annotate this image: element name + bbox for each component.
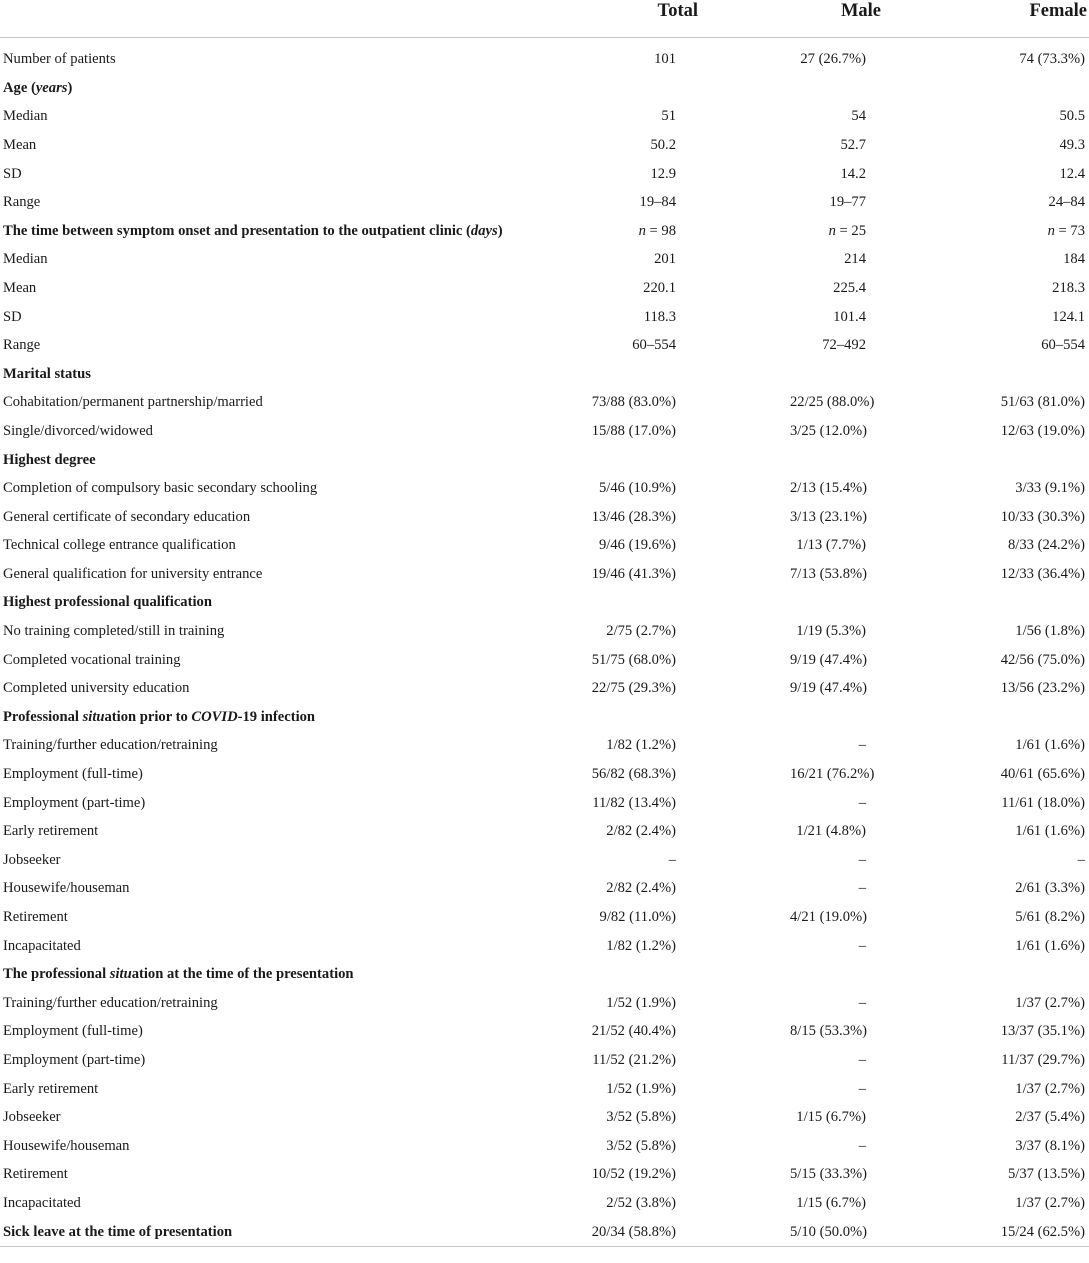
cell-total: 2/82 (2.4%) bbox=[606, 880, 676, 897]
cell-female: 40/61 (65.6%) bbox=[1000, 766, 1085, 783]
row-label: Sick leave at the time of presentation bbox=[0, 1218, 560, 1247]
cell-total: 19–84 bbox=[639, 194, 676, 211]
cell-total: 2/82 (2.4%) bbox=[606, 823, 676, 840]
cell-male bbox=[790, 446, 930, 475]
table-row bbox=[0, 789, 1089, 818]
cell-female: 1/37 (2.7%) bbox=[1015, 994, 1085, 1011]
cell-female: 218.3 bbox=[1052, 279, 1085, 296]
cell-male: 1/13 (7.7%) bbox=[796, 537, 866, 554]
row-label: Retirement bbox=[3, 1166, 68, 1183]
cell-female bbox=[930, 360, 1089, 389]
row-label: Completed vocational training bbox=[3, 651, 181, 668]
cell-male bbox=[790, 589, 930, 618]
cell-male: 2/13 (15.4%) bbox=[790, 480, 868, 497]
cell-total: 101 bbox=[654, 50, 676, 67]
table-section-row bbox=[0, 74, 1089, 103]
cell-female: 1/56 (1.8%) bbox=[1015, 623, 1085, 640]
cell-female: 124.1 bbox=[1052, 308, 1085, 325]
table-row bbox=[0, 903, 1089, 932]
table-row bbox=[0, 474, 1089, 503]
row-label: General certificate of secondary education bbox=[3, 508, 251, 525]
row-label: Marital status bbox=[3, 365, 91, 382]
cell-male bbox=[790, 360, 930, 389]
row-label: Technical college entrance qualification bbox=[3, 537, 236, 554]
cell-total: 60–554 bbox=[632, 337, 676, 354]
cell-male bbox=[790, 74, 930, 103]
table-row bbox=[0, 188, 1089, 217]
cell-male bbox=[790, 703, 930, 732]
cell-male: 9/19 (47.4%) bbox=[790, 651, 868, 668]
cell-male: 4/21 (19.0%) bbox=[790, 909, 868, 926]
header-row bbox=[0, 0, 1089, 38]
cell-male: 72–492 bbox=[822, 337, 866, 354]
cell-total: 5/46 (10.9%) bbox=[598, 480, 676, 497]
table-section-row bbox=[0, 960, 1089, 989]
row-label: Median bbox=[3, 108, 48, 125]
cell-total: 20/34 (58.8%) bbox=[560, 1218, 790, 1247]
cell-male: 1/19 (5.3%) bbox=[796, 623, 866, 640]
table-section-row bbox=[0, 446, 1089, 475]
cell-total: 22/75 (29.3%) bbox=[591, 680, 676, 697]
table-row bbox=[0, 617, 1089, 646]
cell-female bbox=[930, 960, 1089, 989]
cell-male: – bbox=[858, 880, 866, 897]
table-section-row bbox=[0, 1218, 1089, 1247]
cell-total: 11/82 (13.4%) bbox=[592, 794, 676, 811]
cell-female: 10/33 (30.3%) bbox=[1000, 508, 1085, 525]
cell-female: 42/56 (75.0%) bbox=[1000, 651, 1085, 668]
cell-female: 51/63 (81.0%) bbox=[1000, 394, 1085, 411]
table-row bbox=[0, 38, 1089, 75]
row-label: Completed university education bbox=[3, 680, 190, 697]
row-label: Number of patients bbox=[3, 50, 116, 67]
cell-total: 1/82 (1.2%) bbox=[606, 937, 676, 954]
table-row bbox=[0, 532, 1089, 561]
cell-female: 15/24 (62.5%) bbox=[930, 1218, 1089, 1247]
cell-total bbox=[560, 74, 790, 103]
cell-total: 12.9 bbox=[650, 165, 676, 182]
row-label: Professional situation prior to COVID-19 infection bbox=[3, 708, 316, 725]
table-row bbox=[0, 674, 1089, 703]
cell-total: 118.3 bbox=[643, 308, 676, 325]
cell-male: – bbox=[858, 851, 866, 868]
table-row bbox=[0, 932, 1089, 961]
table-row bbox=[0, 846, 1089, 875]
row-label: Retirement bbox=[3, 909, 68, 926]
cell-female: 2/37 (5.4%) bbox=[1015, 1109, 1085, 1126]
cell-total: 50.2 bbox=[650, 136, 676, 153]
table-row bbox=[0, 732, 1089, 761]
cell-female: n = 73 bbox=[1047, 222, 1085, 239]
cell-total: 220.1 bbox=[643, 279, 676, 296]
table-section-row bbox=[0, 703, 1089, 732]
cell-female: 13/56 (23.2%) bbox=[1000, 680, 1085, 697]
cell-female: 8/33 (24.2%) bbox=[1007, 537, 1085, 554]
cell-total bbox=[560, 589, 790, 618]
cell-total: 201 bbox=[654, 251, 676, 268]
table-row bbox=[0, 1075, 1089, 1104]
cell-female: 12/33 (36.4%) bbox=[1000, 565, 1085, 582]
table-row bbox=[0, 560, 1089, 589]
cell-male: 3/25 (12.0%) bbox=[790, 422, 868, 439]
cell-male: 14.2 bbox=[840, 165, 866, 182]
table-row bbox=[0, 131, 1089, 160]
row-label: Range bbox=[3, 337, 41, 354]
cell-male: 16/21 (76.2%) bbox=[790, 766, 875, 783]
cell-male: – bbox=[858, 1080, 866, 1097]
cell-female: 2/61 (3.3%) bbox=[1015, 880, 1085, 897]
cell-female: – bbox=[1077, 851, 1085, 868]
cell-total: 1/52 (1.9%) bbox=[606, 994, 676, 1011]
row-label: The professional situation at the time of the presentation bbox=[3, 966, 354, 983]
cell-female bbox=[930, 446, 1089, 475]
row-label: The time between symptom onset and presentation to the outpatient clinic (days) bbox=[3, 222, 503, 239]
cell-total: 51/75 (68.0%) bbox=[591, 651, 676, 668]
cell-male: – bbox=[858, 1051, 866, 1068]
cell-male: – bbox=[858, 937, 866, 954]
cell-female: 1/37 (2.7%) bbox=[1015, 1194, 1085, 1211]
row-label: Highest degree bbox=[3, 451, 96, 468]
cell-female: 3/33 (9.1%) bbox=[1015, 480, 1085, 497]
cell-total: 51 bbox=[661, 108, 676, 125]
cell-total: 9/46 (19.6%) bbox=[598, 537, 676, 554]
cell-total: 2/75 (2.7%) bbox=[606, 623, 676, 640]
cell-total: 56/82 (68.3%) bbox=[591, 766, 676, 783]
cell-male: 214 bbox=[844, 251, 866, 268]
cell-total: 3/52 (5.8%) bbox=[606, 1109, 676, 1126]
row-label: Median bbox=[3, 251, 48, 268]
row-label: Employment (full-time) bbox=[3, 1023, 143, 1040]
cell-male: 54 bbox=[851, 108, 866, 125]
cell-total: – bbox=[668, 851, 676, 868]
table-row bbox=[0, 274, 1089, 303]
cell-female: 11/37 (29.7%) bbox=[1001, 1051, 1085, 1068]
cell-female: 1/37 (2.7%) bbox=[1015, 1080, 1085, 1097]
row-label: Mean bbox=[3, 136, 37, 153]
row-label: Housewife/houseman bbox=[3, 880, 130, 897]
cell-male: 9/19 (47.4%) bbox=[790, 680, 868, 697]
header-male: Male bbox=[840, 1, 881, 21]
cell-total: 10/52 (19.2%) bbox=[591, 1166, 676, 1183]
row-label: Incapacitated bbox=[3, 1194, 81, 1211]
row-label: SD bbox=[3, 308, 22, 325]
cell-total: 2/52 (3.8%) bbox=[606, 1194, 676, 1211]
cell-male: 22/25 (88.0%) bbox=[790, 394, 875, 411]
cell-male: 1/15 (6.7%) bbox=[796, 1194, 866, 1211]
header-female: Female bbox=[1029, 1, 1087, 21]
cell-female bbox=[930, 703, 1089, 732]
cell-male: 101.4 bbox=[833, 308, 866, 325]
cell-male: 1/15 (6.7%) bbox=[796, 1109, 866, 1126]
cell-total: 19/46 (41.3%) bbox=[591, 565, 676, 582]
cell-female: 49.3 bbox=[1059, 136, 1085, 153]
table-row bbox=[0, 1046, 1089, 1075]
table-row bbox=[0, 417, 1089, 446]
cell-female: 50.5 bbox=[1059, 108, 1085, 125]
cell-total: 15/88 (17.0%) bbox=[591, 422, 676, 439]
row-label: Range bbox=[3, 194, 41, 211]
cell-total: 21/52 (40.4%) bbox=[591, 1023, 676, 1040]
table-section-row bbox=[0, 589, 1089, 618]
cell-male: 3/13 (23.1%) bbox=[790, 508, 868, 525]
cell-total: 73/88 (83.0%) bbox=[591, 394, 676, 411]
row-label: Employment (full-time) bbox=[3, 766, 143, 783]
table-row bbox=[0, 160, 1089, 189]
cell-total: 3/52 (5.8%) bbox=[606, 1137, 676, 1154]
table-row bbox=[0, 1161, 1089, 1190]
cell-male: 27 (26.7%) bbox=[800, 50, 866, 67]
table-row bbox=[0, 1189, 1089, 1218]
row-label: Early retirement bbox=[3, 823, 99, 840]
table-row bbox=[0, 817, 1089, 846]
table-section-row bbox=[0, 360, 1089, 389]
cell-female: 12.4 bbox=[1059, 165, 1085, 182]
cell-male: – bbox=[858, 1137, 866, 1154]
row-label: Jobseeker bbox=[3, 851, 61, 868]
cell-male: 52.7 bbox=[840, 136, 866, 153]
cell-total: 1/82 (1.2%) bbox=[606, 737, 676, 754]
table-row bbox=[0, 103, 1089, 132]
cell-total bbox=[560, 960, 790, 989]
table-section-row bbox=[0, 217, 1089, 246]
cell-male: 1/21 (4.8%) bbox=[796, 823, 866, 840]
cell-male: n = 25 bbox=[828, 222, 866, 239]
table-row bbox=[0, 331, 1089, 360]
cell-male: 225.4 bbox=[833, 279, 866, 296]
table-row bbox=[0, 503, 1089, 532]
table-row bbox=[0, 1103, 1089, 1132]
cell-total: 11/52 (21.2%) bbox=[592, 1051, 676, 1068]
cell-male: 5/10 (50.0%) bbox=[790, 1218, 930, 1247]
row-label: SD bbox=[3, 165, 22, 182]
row-label: Cohabitation/permanent partnership/married bbox=[3, 394, 263, 411]
row-label: Employment (part-time) bbox=[3, 1051, 146, 1068]
row-label: General qualification for university entrance bbox=[3, 565, 263, 582]
cell-female bbox=[930, 589, 1089, 618]
cell-female: 5/61 (8.2%) bbox=[1015, 909, 1085, 926]
cell-male bbox=[790, 960, 930, 989]
cell-total: 1/52 (1.9%) bbox=[606, 1080, 676, 1097]
table-row bbox=[0, 303, 1089, 332]
row-label: Employment (part-time) bbox=[3, 794, 146, 811]
row-label: Age (years) bbox=[3, 79, 73, 96]
cell-female: 1/61 (1.6%) bbox=[1015, 737, 1085, 754]
row-label: Incapacitated bbox=[3, 937, 81, 954]
cell-female: 60–554 bbox=[1041, 337, 1085, 354]
row-label: Jobseeker bbox=[3, 1109, 61, 1126]
row-label: Completion of compulsory basic secondary schooling bbox=[3, 480, 318, 497]
cell-total bbox=[560, 360, 790, 389]
cell-female: 12/63 (19.0%) bbox=[1000, 422, 1085, 439]
cell-female: 184 bbox=[1063, 251, 1085, 268]
table-row bbox=[0, 760, 1089, 789]
cell-male: 5/15 (33.3%) bbox=[790, 1166, 868, 1183]
header-label bbox=[0, 0, 560, 38]
row-label: Training/further education/retraining bbox=[3, 994, 218, 1011]
cell-female: 1/61 (1.6%) bbox=[1015, 823, 1085, 840]
table-row bbox=[0, 389, 1089, 418]
cell-female: 13/37 (35.1%) bbox=[1000, 1023, 1085, 1040]
cell-female: 3/37 (8.1%) bbox=[1015, 1137, 1085, 1154]
table-row bbox=[0, 646, 1089, 675]
cell-female bbox=[930, 74, 1089, 103]
table-row bbox=[0, 989, 1089, 1018]
table-row bbox=[0, 1132, 1089, 1161]
cell-total: 9/82 (11.0%) bbox=[599, 909, 676, 926]
cell-total: 13/46 (28.3%) bbox=[591, 508, 676, 525]
table-row bbox=[0, 246, 1089, 275]
row-label: Housewife/houseman bbox=[3, 1137, 130, 1154]
table-row bbox=[0, 875, 1089, 904]
row-label: Early retirement bbox=[3, 1080, 99, 1097]
cell-male: 7/13 (53.8%) bbox=[790, 565, 868, 582]
table-row bbox=[0, 1018, 1089, 1047]
cell-total bbox=[560, 446, 790, 475]
row-label: Single/divorced/widowed bbox=[3, 422, 153, 439]
table-body bbox=[0, 38, 1089, 1247]
cell-female: 5/37 (13.5%) bbox=[1007, 1166, 1085, 1183]
cell-total: n = 98 bbox=[638, 222, 676, 239]
row-label: No training completed/still in training bbox=[3, 623, 225, 640]
table-header bbox=[0, 0, 1089, 38]
cell-male: 19–77 bbox=[829, 194, 866, 211]
cell-female: 24–84 bbox=[1048, 194, 1085, 211]
header-total: Total bbox=[657, 1, 698, 21]
cell-female: 74 (73.3%) bbox=[1019, 50, 1085, 67]
row-label: Training/further education/retraining bbox=[3, 737, 218, 754]
cell-female: 1/61 (1.6%) bbox=[1015, 937, 1085, 954]
cell-total bbox=[560, 703, 790, 732]
cell-male: 8/15 (53.3%) bbox=[790, 1023, 868, 1040]
row-label: Highest professional qualification bbox=[3, 594, 212, 611]
cell-male: – bbox=[858, 994, 866, 1011]
cell-female: 11/61 (18.0%) bbox=[1001, 794, 1085, 811]
row-label: Mean bbox=[3, 279, 37, 296]
cell-male: – bbox=[858, 737, 866, 754]
cell-male: – bbox=[858, 794, 866, 811]
